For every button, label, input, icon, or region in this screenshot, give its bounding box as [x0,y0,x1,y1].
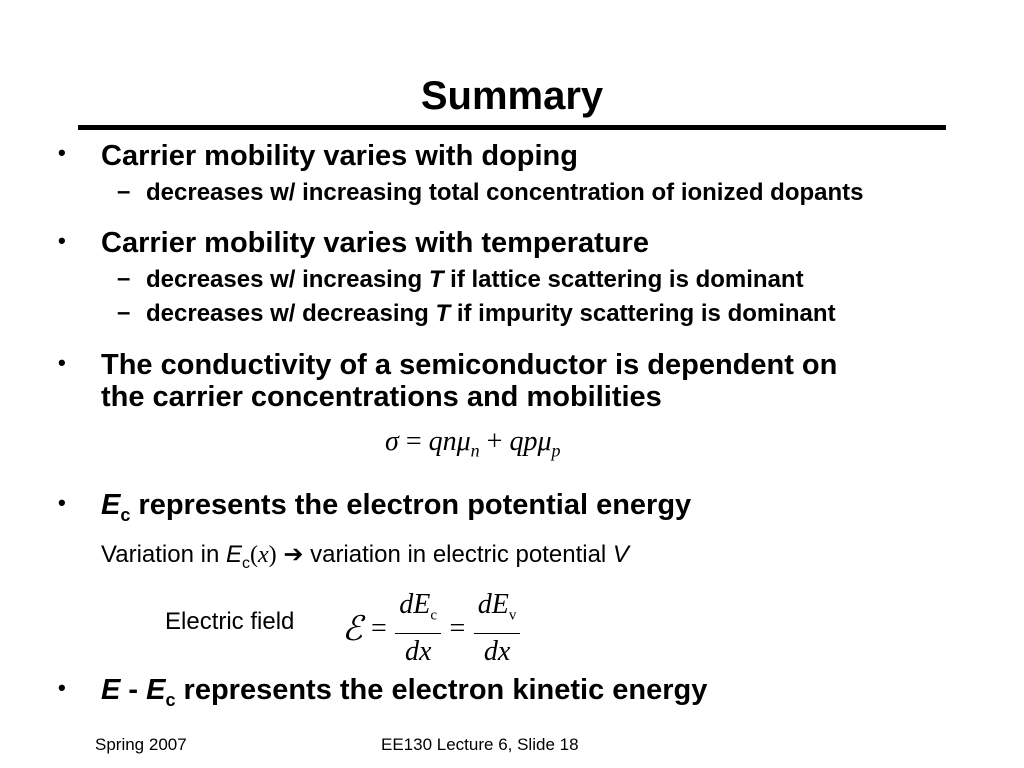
electric-field-label: Electric field [165,608,295,635]
fraction-dEc-dx: $\frac{dE_c}{dx}$ [395,588,441,670]
arrow-right-icon: ➔ [283,541,304,568]
slide-title: Summary [420,74,604,118]
variation-line: Variation in $E_c(x)$ ➔ variation in electric potential V [101,541,629,572]
bullet-conductivity-line1: The conductivity of a semiconductor is dependent on [101,349,838,381]
sub-bullet-dash: – [117,265,131,292]
electric-field-symbol: ℰ [342,610,363,648]
footer-slide-number: EE130 Lecture 6, Slide 18 [381,735,579,754]
bullet-potential-energy: $E_c$ represents the electron potential energy [101,489,692,525]
bullet-dot: • [58,675,66,700]
bullet-dot: • [58,490,66,515]
footer-date: Spring 2007 [95,735,187,754]
sub-bullet-impurity: decreases w/ decreasing T if impurity scattering is dominant [146,300,836,327]
conductivity-equation: σ = qnμ$_n$ + qpμ$_p$ [385,426,561,461]
fraction-dEv-dx: $\frac{dE_v}{dx}$ [474,588,521,670]
bullet-kinetic-energy: E - $E_c$ represents the electron kinetic energy [101,674,708,710]
bullet-conductivity-line2: the carrier concentrations and mobilities [101,381,662,413]
sub-bullet-dash: – [117,178,131,205]
sub-bullet-dash: – [117,299,131,326]
bullet-dot: • [58,228,66,253]
bullet-dot: • [58,140,66,165]
bullet-mobility-doping: Carrier mobility varies with doping [101,140,578,172]
title-underline [78,125,946,130]
bullet-dot: • [58,350,66,375]
sub-bullet-dopants: decreases w/ increasing total concentration of ionized dopants [146,179,864,206]
electric-field-equation: ℰ = $\frac{dE_c}{dx}$ = $\frac{dE_v}{dx}$ [342,588,520,670]
bullet-mobility-temperature: Carrier mobility varies with temperature [101,227,649,259]
sub-bullet-lattice: decreases w/ increasing T if lattice scattering is dominant [146,266,804,293]
